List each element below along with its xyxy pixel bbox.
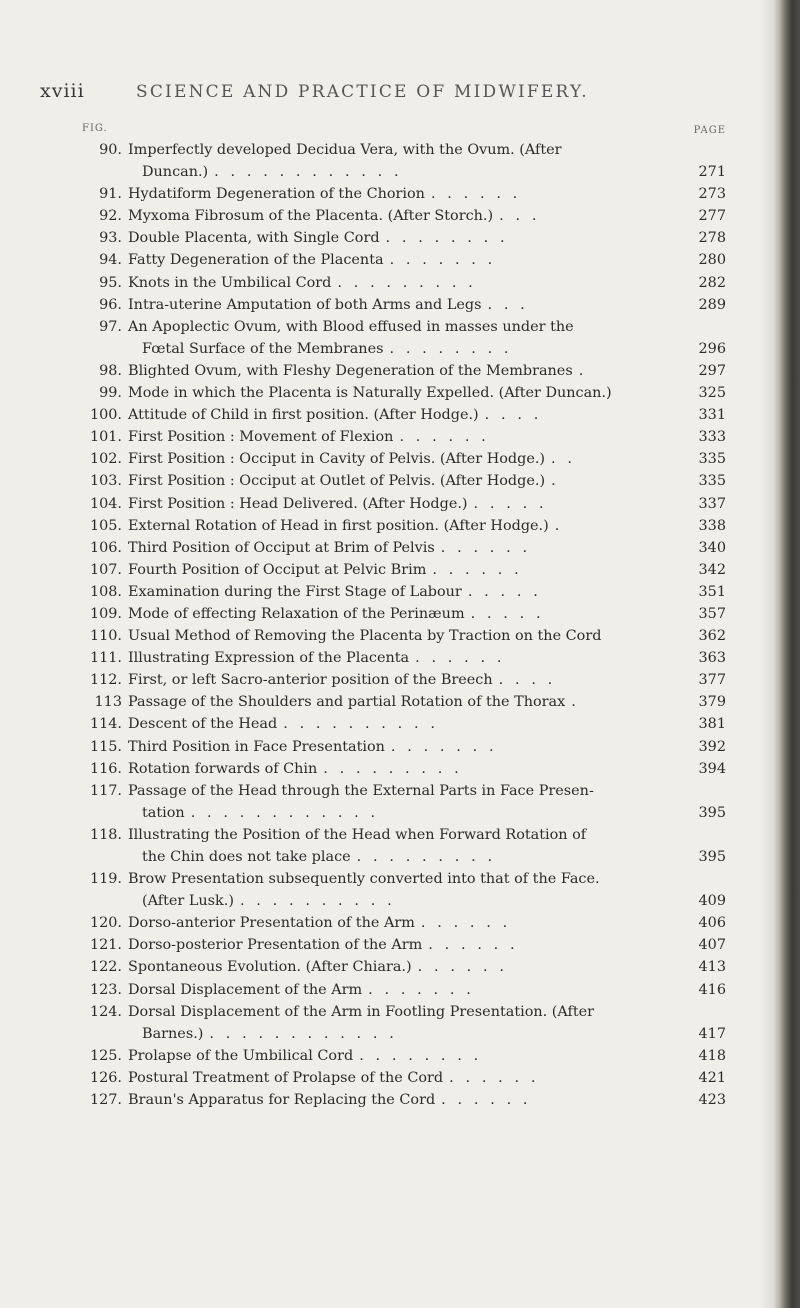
figure-number: 93. <box>99 230 122 247</box>
page-ref: 421 <box>698 1069 726 1086</box>
figure-number: 91. <box>99 186 122 203</box>
entry-line <box>89 647 726 669</box>
entry-line <box>89 713 726 735</box>
entry-line <box>89 426 726 448</box>
entry-line <box>89 824 722 846</box>
figure-number: 115. <box>89 738 122 755</box>
figure-number: 105. <box>89 517 122 534</box>
page-ref: 296 <box>698 340 726 357</box>
page-ref: 277 <box>698 208 726 225</box>
figure-number: 97. <box>99 318 122 335</box>
figure-entry <box>82 559 726 581</box>
dot-leader: . . . . . . <box>432 561 523 578</box>
figure-number: 113 <box>94 694 122 711</box>
dot-leader: . <box>554 517 563 534</box>
entry-line <box>99 183 726 205</box>
page-ref: 357 <box>698 605 726 622</box>
entry-line <box>128 846 726 868</box>
figure-entry <box>82 316 726 360</box>
figure-number: 96. <box>99 296 122 313</box>
figure-entry <box>82 404 726 426</box>
figure-number: 94. <box>99 252 122 269</box>
figure-number: 116. <box>89 760 122 777</box>
figure-number: 117. <box>89 782 122 799</box>
figure-entry <box>82 272 726 294</box>
figure-entry <box>82 824 726 868</box>
figure-entry <box>82 515 726 537</box>
figure-list <box>82 139 726 1111</box>
page-column-heading: PAGE <box>693 125 726 136</box>
dot-leader: . . . . . <box>470 605 545 622</box>
figure-entry <box>82 736 726 758</box>
figure-entry <box>82 758 726 780</box>
figure-number: 121. <box>89 937 122 954</box>
figure-title: Dorso-anterior Presentation of the Arm <box>128 915 415 932</box>
figure-title: Mode in which the Placenta is Naturally Expelled. (After Duncan.) <box>128 385 612 402</box>
page-ref: 337 <box>698 495 726 512</box>
entry-line <box>99 382 726 404</box>
entry-line <box>128 802 726 824</box>
column-headings <box>82 123 726 137</box>
page-ref: 392 <box>698 738 726 755</box>
page-ref: 417 <box>698 1025 726 1042</box>
entry-line <box>128 1023 726 1045</box>
page-ref: 379 <box>698 694 726 711</box>
figure-entry <box>82 448 726 470</box>
entry-line <box>89 537 726 559</box>
running-title: SCIENCE AND PRACTICE OF MIDWIFERY. <box>136 82 589 102</box>
entry-line <box>128 161 726 183</box>
figure-number: 101. <box>89 429 122 446</box>
figure-title: Illustrating the Position of the Head when Forward Rotation of <box>128 826 587 843</box>
figure-title: Brow Presentation subsequently converted into that of the Face. <box>128 871 600 888</box>
figure-entry <box>82 227 726 249</box>
figure-title: Attitude of Child in first position. (After Hodge.) <box>128 407 479 424</box>
page-ref: 351 <box>698 583 726 600</box>
figure-entry <box>82 934 726 956</box>
figure-title: Passage of the Head through the External Parts in Face Presen- <box>128 782 594 799</box>
figure-title: Intra-uterine Amputation of both Arms and Legs <box>128 296 482 313</box>
page-ref: 278 <box>698 230 726 247</box>
figure-title: First Position : Occiput at Outlet of Pelvis. (After Hodge.) <box>128 473 546 490</box>
dot-leader: . . . . . . . . <box>385 230 509 247</box>
dot-leader: . . . . <box>484 407 542 424</box>
figure-number: 111. <box>89 650 122 667</box>
figure-entry <box>82 360 726 382</box>
figure-number: 92. <box>99 208 122 225</box>
figure-title: Braun's Apparatus for Replacing the Cord <box>128 1092 436 1109</box>
figure-entry <box>82 470 726 492</box>
figure-entry <box>82 603 726 625</box>
figure-number: 114. <box>89 716 122 733</box>
figure-title: Third Position in Face Presentation <box>128 738 385 755</box>
entry-line <box>89 868 722 890</box>
dot-leader: . . . . . . <box>399 429 490 446</box>
figure-number: 126. <box>89 1069 122 1086</box>
dot-leader: . <box>551 473 560 490</box>
entry-line <box>89 448 726 470</box>
page-ref: 418 <box>698 1047 726 1064</box>
dot-leader: . . . <box>499 208 540 225</box>
entry-line <box>89 559 726 581</box>
figure-number: 99. <box>99 385 122 402</box>
entry-line <box>89 625 726 647</box>
figure-title: First Position : Head Delivered. (After Hodge.) <box>128 495 468 512</box>
running-head <box>40 80 760 104</box>
figure-entry <box>82 1089 726 1111</box>
figure-title: Descent of the Head <box>128 716 278 733</box>
dot-leader: . . . . . . <box>420 915 511 932</box>
figure-number: 103. <box>89 473 122 490</box>
figure-entry <box>82 713 726 735</box>
figure-entry <box>82 493 726 515</box>
book-binding-edge <box>774 0 800 1308</box>
figure-title: Dorso-posterior Presentation of the Arm <box>128 937 423 954</box>
dot-leader: . . . . . . <box>428 937 519 954</box>
figure-entry <box>82 979 726 1001</box>
page-ref: 331 <box>698 407 726 424</box>
entry-line <box>99 139 722 161</box>
figure-entry <box>82 249 726 271</box>
figure-entry <box>82 294 726 316</box>
dot-leader: . . . . . <box>473 495 548 512</box>
entry-line <box>99 249 726 271</box>
dot-leader: . . . . . . <box>430 186 521 203</box>
figure-title: First Position : Movement of Flexion <box>128 429 394 446</box>
figure-number: 109. <box>89 605 122 622</box>
figure-title: Fœtal Surface of the Membranes <box>142 340 384 357</box>
dot-leader: . . . . . . . . . . . . <box>190 804 379 821</box>
dot-leader: . . . . . . . <box>368 981 475 998</box>
figure-number: 120. <box>89 915 122 932</box>
page-ref: 363 <box>698 650 726 667</box>
page-ref: 395 <box>698 849 726 865</box>
fig-column-heading: FIG. <box>82 123 108 134</box>
figure-title: An Apoplectic Ovum, with Blood effused in masses under the <box>128 318 574 335</box>
dot-leader: . . . . . . . . <box>359 1047 482 1064</box>
entry-line <box>89 780 722 802</box>
figure-title: Mode of effecting Relaxation of the Perinæum <box>128 605 465 622</box>
entry-line <box>99 316 722 338</box>
entry-line <box>89 493 726 515</box>
figure-title: tation <box>142 804 185 821</box>
page-ref: 335 <box>698 473 726 490</box>
entry-line <box>99 294 726 316</box>
page-ref: 395 <box>698 804 726 821</box>
figure-entry <box>82 1045 726 1067</box>
dot-leader: . . . . . . . . . . . . <box>214 164 403 181</box>
entry-line <box>89 581 726 603</box>
figure-entry <box>82 1067 726 1089</box>
page-ref: 273 <box>698 186 726 203</box>
figure-title: Dorsal Displacement of the Arm in Footling Presentation. (After <box>128 1003 595 1020</box>
figure-title: Spontaneous Evolution. (After Chiara.) <box>128 959 412 976</box>
figure-entry <box>82 780 726 824</box>
entry-line <box>99 227 726 249</box>
figure-entry <box>82 691 726 713</box>
dot-leader: . . . . . . . . . <box>356 849 496 865</box>
entry-line <box>99 360 726 382</box>
figure-entry <box>82 912 726 934</box>
figure-number: 118. <box>89 826 122 843</box>
figure-number: 123. <box>89 981 122 998</box>
dot-leader: . . . . <box>498 672 556 689</box>
figure-title: Examination during the First Stage of Labour <box>128 583 462 600</box>
figure-number: 124. <box>89 1003 122 1020</box>
figure-title: Fatty Degeneration of the Placenta <box>128 252 384 269</box>
figure-number: 127. <box>89 1092 122 1109</box>
entry-line <box>128 890 726 912</box>
page-ref: 423 <box>698 1092 726 1109</box>
figure-title: Imperfectly developed Decidua Vera, with the Ovum. (After <box>128 142 562 158</box>
page-ref: 406 <box>698 915 726 932</box>
dot-leader: . . . . . . . . . . <box>239 893 396 910</box>
page-ref: 409 <box>698 893 726 910</box>
page-ref: 416 <box>698 981 726 998</box>
entry-line <box>89 1045 726 1067</box>
figure-number: 104. <box>89 495 122 512</box>
page-ref: 362 <box>698 628 726 645</box>
entry-line <box>89 736 726 758</box>
page-ref: 280 <box>698 252 726 269</box>
page-ref: 394 <box>698 760 726 777</box>
figure-title: Duncan.) <box>142 164 209 181</box>
page-ref: 381 <box>698 716 726 733</box>
figure-title: External Rotation of Head in first position. (After Hodge.) <box>128 517 549 534</box>
dot-leader: . . <box>551 451 576 468</box>
page-ref: 335 <box>698 451 726 468</box>
figure-title: Prolapse of the Umbilical Cord <box>128 1047 354 1064</box>
dot-leader: . <box>578 362 587 379</box>
figure-number: 122. <box>89 959 122 976</box>
figure-entry <box>82 868 726 912</box>
dot-leader: . . . . . . . . <box>389 340 513 357</box>
entry-line <box>99 205 726 227</box>
page-ref: 377 <box>698 672 726 689</box>
figure-title: Passage of the Shoulders and partial Rotation of the Thorax <box>128 694 566 711</box>
page-ref: 338 <box>698 517 726 534</box>
figure-number: 90. <box>99 142 122 158</box>
figure-title: Hydatiform Degeneration of the Chorion <box>128 186 425 203</box>
entry-line <box>89 404 726 426</box>
entry-line <box>89 912 726 934</box>
figure-number: 112. <box>89 672 122 689</box>
figure-entry <box>82 647 726 669</box>
figure-entry <box>82 625 726 647</box>
entry-line <box>89 758 726 780</box>
page-number: xviii <box>40 80 85 102</box>
dot-leader: . . . . . . <box>440 539 531 556</box>
page-ref: 413 <box>698 959 726 976</box>
figure-entry <box>82 183 726 205</box>
figure-title: Double Placenta, with Single Cord <box>128 230 380 247</box>
figure-entry <box>82 382 726 404</box>
page-ref: 289 <box>698 296 726 313</box>
figure-entry <box>82 139 726 183</box>
figure-number: 119. <box>89 871 122 888</box>
entry-line <box>99 272 726 294</box>
page-ref: 342 <box>698 561 726 578</box>
figure-entry <box>82 956 726 978</box>
dot-leader: . . . . . . <box>415 650 506 667</box>
figure-title: Myxoma Fibrosum of the Placenta. (After Storch.) <box>128 208 494 225</box>
figure-number: 110. <box>89 628 122 645</box>
figure-number: 106. <box>89 539 122 556</box>
figure-title: Illustrating Expression of the Placenta <box>128 650 410 667</box>
figure-entry <box>82 205 726 227</box>
entry-line <box>89 1001 722 1023</box>
binding-shadow <box>760 0 774 1308</box>
figure-title: Fourth Position of Occiput at Pelvic Brim <box>128 561 427 578</box>
dot-leader: . . . . . . . . . <box>337 274 477 291</box>
page-ref: 271 <box>698 164 726 181</box>
entry-line <box>89 515 726 537</box>
figure-entry <box>82 581 726 603</box>
page-ref: 333 <box>698 429 726 446</box>
dot-leader: . . . . . . <box>449 1069 540 1086</box>
dot-leader: . . . . . <box>467 583 542 600</box>
entry-line <box>128 338 726 360</box>
figure-title: Barnes.) <box>142 1025 204 1042</box>
dot-leader: . . . . . . . <box>390 738 498 755</box>
entry-line <box>89 1067 726 1089</box>
entry-line <box>89 934 726 956</box>
entry-line <box>89 669 726 691</box>
page-ref: 297 <box>698 362 726 379</box>
entry-line <box>89 979 726 1001</box>
dot-leader: . . . <box>487 296 529 313</box>
figure-number: 95. <box>99 274 122 291</box>
figure-title: Knots in the Umbilical Cord <box>128 274 332 291</box>
entry-line <box>89 1089 726 1111</box>
figure-title: Usual Method of Removing the Placenta by Traction on the Cord <box>128 628 602 645</box>
figure-title: Dorsal Displacement of the Arm <box>128 981 363 998</box>
dot-leader: . . . . . . . . . . . . <box>209 1025 398 1042</box>
figure-entry <box>82 426 726 448</box>
figure-number: 100. <box>89 407 122 424</box>
figure-entry <box>82 537 726 559</box>
entry-line <box>89 470 726 492</box>
dot-leader: . . . . . . . <box>389 252 496 269</box>
page-ref: 407 <box>698 937 726 954</box>
dot-leader: . . . . . . . . . . <box>283 716 439 733</box>
figure-title: Rotation forwards of Chin <box>128 760 318 777</box>
figure-entry <box>82 669 726 691</box>
dot-leader: . . . . . . . . . <box>323 760 463 777</box>
dot-leader: . . . . . . <box>441 1092 532 1109</box>
figure-title: First Position : Occiput in Cavity of Pelvis. (After Hodge.) <box>128 451 546 468</box>
page-ref: 282 <box>698 274 726 291</box>
entry-line <box>89 603 726 625</box>
figure-title: First, or left Sacro-anterior position of the Breech <box>128 672 493 689</box>
dot-leader: . . . . . . <box>417 959 508 976</box>
figure-number: 98. <box>99 362 122 379</box>
page-ref: 325 <box>698 385 726 402</box>
figure-title: Blighted Ovum, with Fleshy Degeneration of the Membranes <box>128 362 573 379</box>
figure-entry <box>82 1001 726 1045</box>
figure-number: 125. <box>89 1047 122 1064</box>
figure-number: 102. <box>89 451 122 468</box>
page-ref: 340 <box>698 539 726 556</box>
figure-title: (After Lusk.) <box>142 893 234 910</box>
entry-line <box>89 956 726 978</box>
figure-number: 107. <box>89 561 122 578</box>
figure-title: the Chin does not take place <box>142 849 351 865</box>
figure-title: Postural Treatment of Prolapse of the Cord <box>128 1069 444 1086</box>
entry-line <box>94 691 726 713</box>
figure-title: Third Position of Occiput at Brim of Pelvis <box>128 539 435 556</box>
figure-number: 108. <box>89 583 122 600</box>
dot-leader: . <box>571 694 580 711</box>
